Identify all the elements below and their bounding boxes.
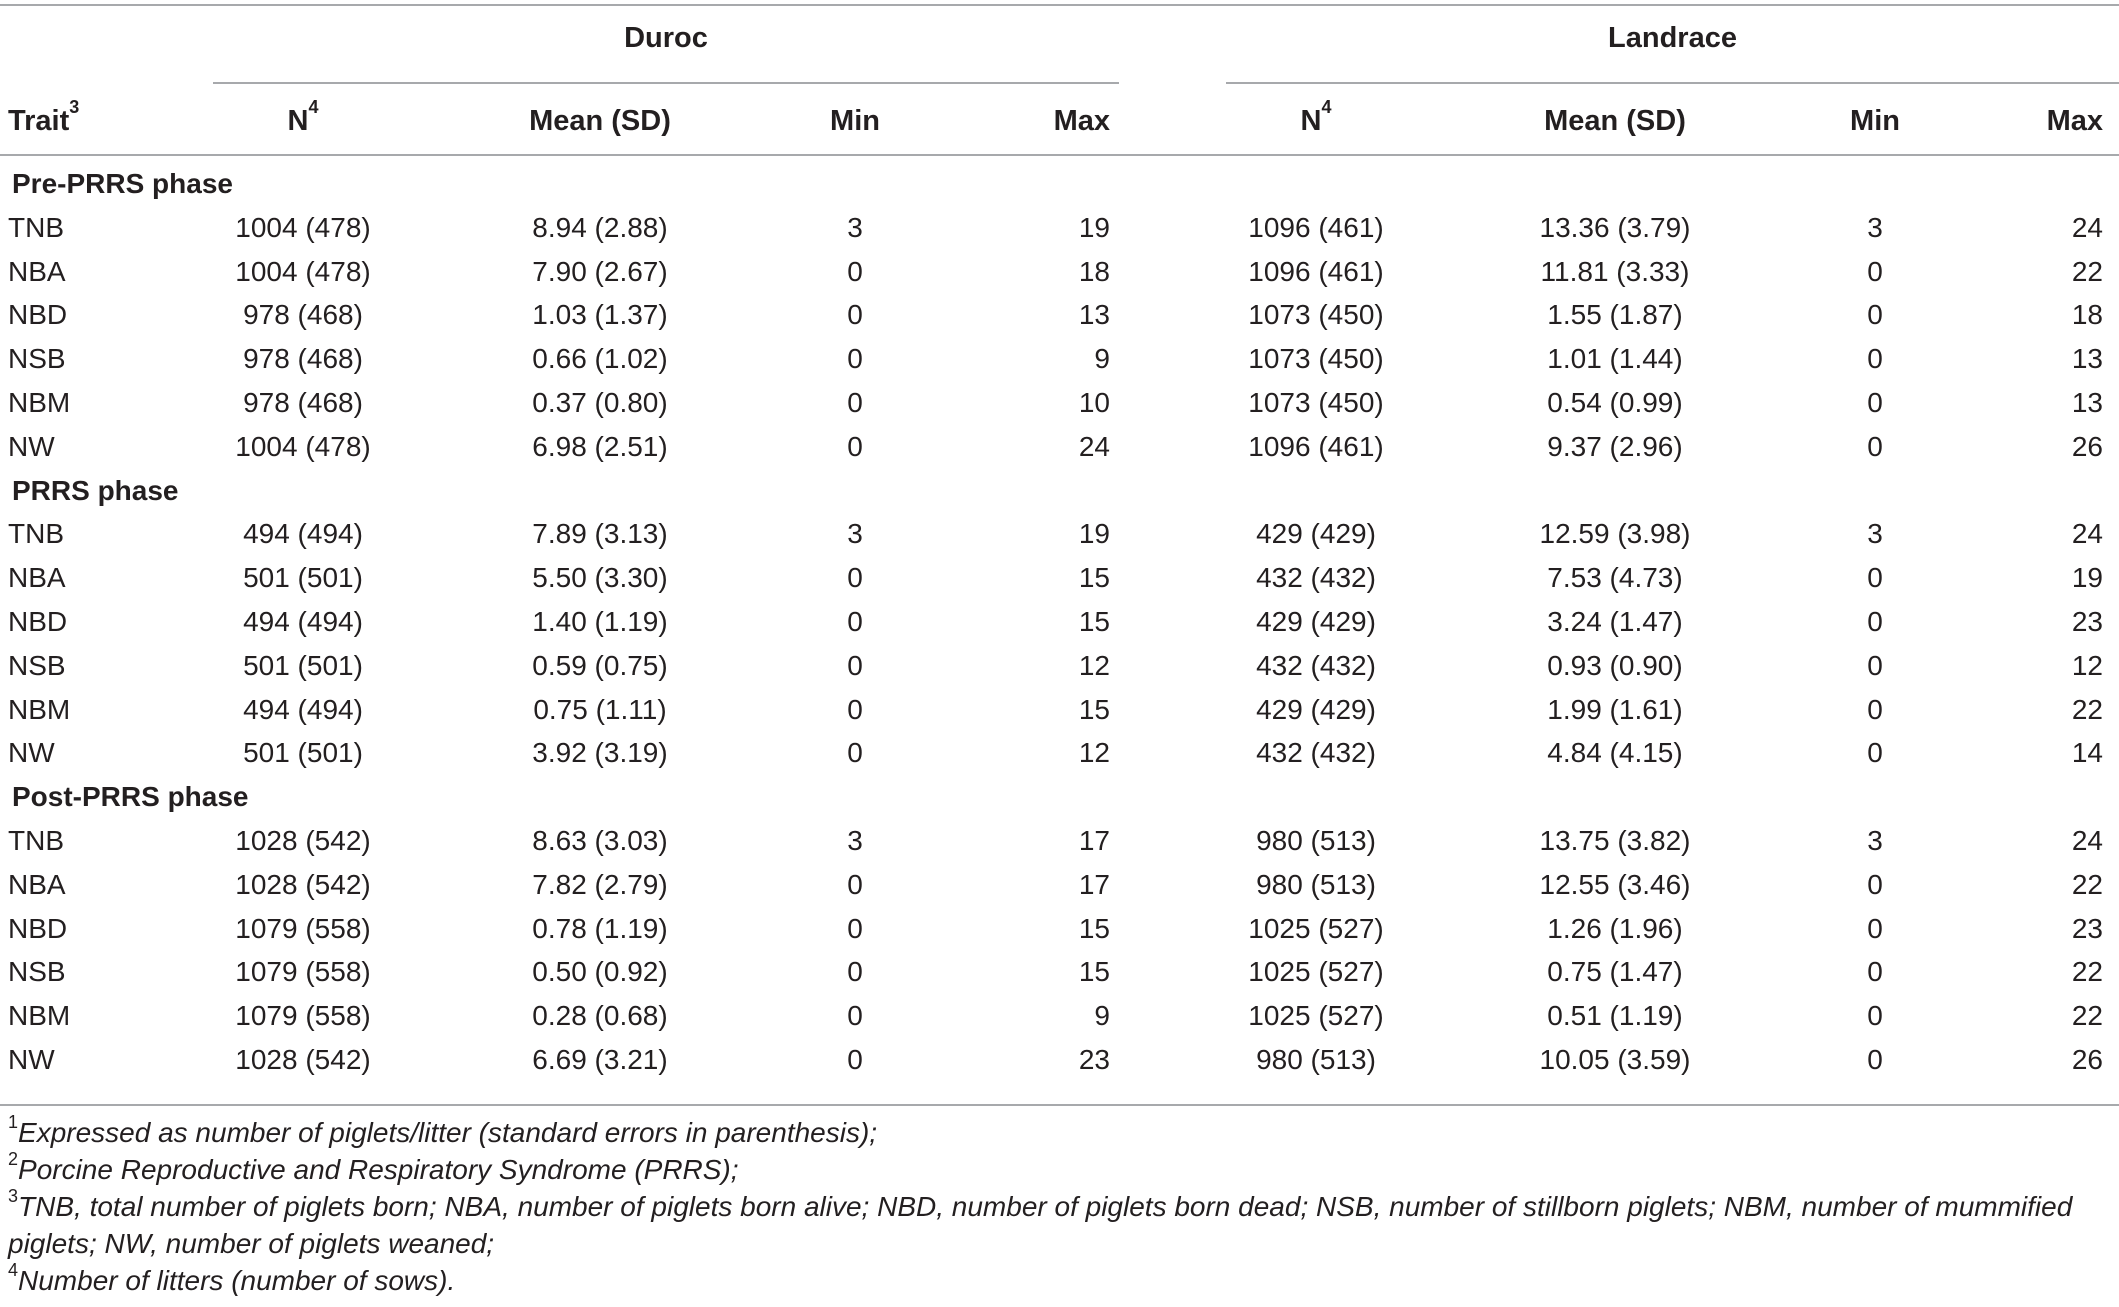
cell-landrace-mean-sd: 9.37 (2.96) bbox=[1547, 430, 1683, 462]
header-duroc-min: Min bbox=[830, 105, 880, 137]
header-duroc-n: $N^4$ bbox=[287, 97, 319, 137]
cell-duroc-mean-sd: 7.89 (3.13) bbox=[532, 518, 668, 550]
cell-duroc-max: 15 bbox=[1078, 912, 1110, 944]
header-landrace-max: Max bbox=[2046, 105, 2103, 137]
table-row bbox=[0, 206, 2119, 250]
cell-trait: NW bbox=[8, 430, 55, 462]
phase-heading: Pre-PRRS phase bbox=[12, 168, 233, 199]
footnote bbox=[8, 1151, 2113, 1188]
cell-landrace-n: 980 (513) bbox=[1256, 1044, 1376, 1075]
cell-trait: NBM bbox=[8, 387, 71, 418]
footnote-text: TNB, total number of piglets born; NBA, number of piglets born alive; NBD, number of piglets born dead; NSB, number of stillborn piglets; NBM, number of mummified piglets; NW, number of piglets weaned; bbox=[8, 1191, 2073, 1259]
footnote-mark: 3 bbox=[8, 1186, 19, 1206]
cell-landrace-max: 22 bbox=[2071, 255, 2103, 287]
table-row bbox=[0, 994, 2119, 1038]
footnote-mark: 2 bbox=[8, 1149, 19, 1169]
cell-duroc-n: 501 (501) bbox=[243, 649, 363, 681]
cell-landrace-min: 0 bbox=[1867, 562, 1883, 594]
cell-landrace-min: 3 bbox=[1867, 825, 1883, 856]
cell-landrace-max: 13 bbox=[2071, 387, 2103, 418]
cell-duroc-n: 494 (494) bbox=[243, 693, 363, 725]
cell-duroc-max: 17 bbox=[1078, 825, 1110, 856]
cell-landrace-min: 3 bbox=[1867, 211, 1883, 243]
cell-landrace-min: 3 bbox=[1867, 518, 1883, 550]
cell-landrace-n: 1096 (461) bbox=[1248, 211, 1384, 243]
cell-duroc-mean-sd: 7.82 (2.79) bbox=[532, 868, 668, 900]
table-row bbox=[0, 819, 2119, 863]
cell-landrace-n: 1096 (461) bbox=[1248, 430, 1384, 462]
cell-trait: NW bbox=[8, 1044, 55, 1075]
cell-trait: NBA bbox=[8, 255, 66, 287]
cell-duroc-min: 3 bbox=[847, 825, 863, 856]
cell-duroc-mean-sd: 0.37 (0.80) bbox=[532, 387, 668, 418]
cell-landrace-n: 429 (429) bbox=[1256, 693, 1376, 725]
cell-duroc-max: 13 bbox=[1078, 299, 1110, 331]
cell-landrace-max: 22 bbox=[2071, 956, 2103, 988]
footnote-mark: 1 bbox=[8, 1112, 19, 1132]
cell-duroc-max: 15 bbox=[1078, 562, 1110, 594]
header-trait-footnote-mark: 3 bbox=[69, 97, 80, 117]
table-row bbox=[0, 556, 2119, 600]
cell-duroc-mean-sd: 0.78 (1.19) bbox=[532, 912, 668, 944]
header-landrace-min: Min bbox=[1850, 105, 1900, 137]
footnotes bbox=[8, 1114, 2113, 1299]
cell-landrace-n: 980 (513) bbox=[1256, 868, 1376, 900]
cell-duroc-max: 10 bbox=[1078, 387, 1110, 418]
cell-landrace-max: 14 bbox=[2071, 737, 2103, 769]
cell-landrace-mean-sd: 0.54 (0.99) bbox=[1547, 387, 1683, 418]
cell-duroc-mean-sd: 8.94 (2.88) bbox=[532, 211, 668, 243]
cell-duroc-n: 1004 (478) bbox=[235, 255, 371, 287]
footnote-text: Number of litters (number of sows). bbox=[18, 1265, 456, 1296]
cell-trait: NBA bbox=[8, 562, 66, 594]
footnote-mark: 4 bbox=[8, 1260, 19, 1280]
cell-duroc-mean-sd: 0.28 (0.68) bbox=[532, 1000, 668, 1032]
cell-duroc-mean-sd: 0.59 (0.75) bbox=[532, 649, 668, 681]
cell-landrace-min: 0 bbox=[1867, 430, 1883, 462]
cell-duroc-min: 0 bbox=[847, 868, 863, 900]
cell-duroc-n: 1028 (542) bbox=[235, 825, 371, 856]
cell-duroc-n: 1004 (478) bbox=[235, 211, 371, 243]
cell-trait: NBA bbox=[8, 868, 66, 900]
cell-trait: NW bbox=[8, 737, 55, 769]
cell-landrace-mean-sd: 7.53 (4.73) bbox=[1547, 562, 1683, 594]
cell-duroc-min: 0 bbox=[847, 1044, 863, 1075]
footnote bbox=[8, 1114, 2113, 1151]
cell-landrace-min: 0 bbox=[1867, 1044, 1883, 1075]
phase-heading: Post-PRRS phase bbox=[12, 781, 249, 813]
cell-duroc-max: 19 bbox=[1078, 518, 1110, 550]
header-landrace-n: $N^4$ bbox=[1300, 97, 1332, 137]
group-header-duroc: Duroc bbox=[624, 22, 708, 54]
cell-landrace-min: 0 bbox=[1867, 299, 1883, 331]
cell-duroc-min: 0 bbox=[847, 737, 863, 769]
footnote-text: Porcine Reproductive and Respiratory Syndrome (PRRS); bbox=[18, 1154, 739, 1185]
table-row bbox=[0, 250, 2119, 294]
cell-landrace-max: 24 bbox=[2071, 211, 2103, 243]
cell-landrace-n: 1025 (527) bbox=[1248, 1000, 1384, 1032]
cell-duroc-max: 15 bbox=[1078, 693, 1110, 725]
cell-landrace-min: 0 bbox=[1867, 649, 1883, 681]
cell-landrace-max: 23 bbox=[2071, 912, 2103, 944]
cell-landrace-mean-sd: 1.99 (1.61) bbox=[1547, 693, 1683, 725]
cell-trait: TNB bbox=[8, 518, 64, 550]
table-row bbox=[0, 512, 2119, 556]
cell-landrace-max: 24 bbox=[2071, 518, 2103, 550]
cell-landrace-max: 19 bbox=[2071, 562, 2103, 594]
cell-duroc-n: 978 (468) bbox=[243, 387, 363, 418]
table-row bbox=[0, 731, 2119, 775]
cell-landrace-max: 13 bbox=[2071, 343, 2103, 375]
cell-trait: NBM bbox=[8, 693, 71, 725]
cell-duroc-min: 3 bbox=[847, 211, 863, 243]
cell-trait: NBD bbox=[8, 606, 68, 637]
cell-duroc-min: 3 bbox=[847, 518, 863, 550]
cell-landrace-max: 18 bbox=[2071, 299, 2103, 331]
cell-landrace-mean-sd: 4.84 (4.15) bbox=[1547, 737, 1683, 769]
cell-landrace-n: 1073 (450) bbox=[1248, 387, 1384, 418]
table-row bbox=[0, 644, 2119, 688]
cell-duroc-n: 1079 (558) bbox=[235, 912, 371, 944]
cell-landrace-mean-sd: 1.01 (1.44) bbox=[1547, 343, 1683, 375]
cell-duroc-mean-sd: 6.69 (3.21) bbox=[532, 1044, 668, 1075]
cell-landrace-n: 1073 (450) bbox=[1248, 343, 1384, 375]
table-row bbox=[0, 1038, 2119, 1082]
cell-landrace-mean-sd: 10.05 (3.59) bbox=[1539, 1044, 1691, 1075]
table-row bbox=[0, 688, 2119, 732]
cell-landrace-n: 1096 (461) bbox=[1248, 255, 1384, 287]
cell-duroc-min: 0 bbox=[847, 693, 863, 725]
cell-trait: NBM bbox=[8, 1000, 71, 1032]
cell-duroc-max: 24 bbox=[1078, 430, 1110, 462]
cell-duroc-n: 1079 (558) bbox=[235, 956, 371, 988]
cell-landrace-mean-sd: 0.93 (0.90) bbox=[1547, 649, 1683, 681]
table-row bbox=[0, 863, 2119, 907]
footnote bbox=[8, 1188, 2113, 1262]
cell-duroc-min: 0 bbox=[847, 343, 863, 375]
cell-landrace-mean-sd: 1.55 (1.87) bbox=[1547, 299, 1683, 331]
cell-duroc-max: 17 bbox=[1078, 868, 1110, 900]
cell-trait: TNB bbox=[8, 825, 64, 856]
group-header-landrace: Landrace bbox=[1608, 22, 1737, 54]
cell-trait: NBD bbox=[8, 912, 68, 944]
cell-landrace-min: 0 bbox=[1867, 956, 1883, 988]
cell-duroc-min: 0 bbox=[847, 562, 863, 594]
cell-duroc-min: 0 bbox=[847, 299, 863, 331]
cell-landrace-mean-sd: 1.26 (1.96) bbox=[1547, 912, 1683, 944]
cell-landrace-n: 432 (432) bbox=[1256, 737, 1376, 769]
cell-duroc-mean-sd: 1.40 (1.19) bbox=[532, 606, 668, 637]
cell-trait: NBD bbox=[8, 299, 68, 331]
cell-trait: NSB bbox=[8, 649, 66, 681]
table-row bbox=[0, 293, 2119, 337]
cell-duroc-mean-sd: 3.92 (3.19) bbox=[532, 737, 668, 769]
cell-duroc-max: 18 bbox=[1078, 255, 1110, 287]
table-row bbox=[0, 950, 2119, 994]
cell-landrace-min: 0 bbox=[1867, 606, 1883, 637]
cell-duroc-min: 0 bbox=[847, 1000, 863, 1032]
cell-duroc-max: 12 bbox=[1078, 649, 1110, 681]
cell-landrace-min: 0 bbox=[1867, 387, 1883, 418]
cell-landrace-min: 0 bbox=[1867, 912, 1883, 944]
cell-duroc-max: 23 bbox=[1078, 1044, 1110, 1075]
header-rule bbox=[0, 154, 2119, 156]
cell-duroc-min: 0 bbox=[847, 387, 863, 418]
cell-duroc-n: 501 (501) bbox=[243, 562, 363, 594]
header-duroc-mean: Mean (SD) bbox=[529, 105, 671, 137]
cell-duroc-n: 494 (494) bbox=[243, 518, 363, 550]
cell-landrace-min: 0 bbox=[1867, 255, 1883, 287]
cell-landrace-max: 12 bbox=[2071, 649, 2103, 681]
cell-duroc-n: 1028 (542) bbox=[235, 868, 371, 900]
cell-landrace-n: 429 (429) bbox=[1256, 518, 1376, 550]
cell-landrace-n: 432 (432) bbox=[1256, 649, 1376, 681]
cell-duroc-min: 0 bbox=[847, 649, 863, 681]
cell-duroc-min: 0 bbox=[847, 255, 863, 287]
footnote-text: Expressed as number of piglets/litter (standard errors in parenthesis); bbox=[18, 1117, 878, 1148]
cell-duroc-min: 0 bbox=[847, 430, 863, 462]
cell-duroc-n: 978 (468) bbox=[243, 343, 363, 375]
bottom-rule bbox=[0, 1104, 2119, 1106]
cell-landrace-min: 0 bbox=[1867, 343, 1883, 375]
cell-duroc-max: 15 bbox=[1078, 606, 1110, 637]
cell-landrace-mean-sd: 11.81 (3.33) bbox=[1540, 255, 1690, 287]
header-duroc-max: Max bbox=[1053, 105, 1110, 137]
cell-landrace-max: 22 bbox=[2071, 693, 2103, 725]
cell-duroc-max: 9 bbox=[1094, 1000, 1110, 1032]
cell-trait: NSB bbox=[8, 956, 66, 988]
cell-duroc-max: 12 bbox=[1078, 737, 1110, 769]
landrace-group-rule bbox=[1226, 82, 2119, 84]
cell-landrace-mean-sd: 13.75 (3.82) bbox=[1539, 825, 1691, 856]
cell-trait: NSB bbox=[8, 343, 66, 375]
cell-landrace-n: 1073 (450) bbox=[1248, 299, 1384, 331]
phase-heading: PRRS phase bbox=[12, 474, 179, 506]
cell-duroc-max: 9 bbox=[1094, 343, 1110, 375]
cell-landrace-max: 22 bbox=[2071, 868, 2103, 900]
cell-duroc-mean-sd: 0.50 (0.92) bbox=[532, 956, 668, 988]
footnote bbox=[8, 1262, 2113, 1299]
cell-landrace-mean-sd: 3.24 (1.47) bbox=[1547, 606, 1683, 637]
cell-landrace-max: 26 bbox=[2071, 430, 2103, 462]
table-row bbox=[0, 425, 2119, 469]
cell-duroc-min: 0 bbox=[847, 912, 863, 944]
cell-landrace-mean-sd: 0.51 (1.19) bbox=[1547, 1000, 1683, 1032]
cell-duroc-n: 494 (494) bbox=[243, 606, 363, 637]
cell-duroc-min: 0 bbox=[847, 956, 863, 988]
cell-duroc-n: 978 (468) bbox=[243, 299, 363, 331]
cell-landrace-n: 1025 (527) bbox=[1248, 912, 1384, 944]
cell-duroc-max: 15 bbox=[1078, 956, 1110, 988]
cell-landrace-mean-sd: 13.36 (3.79) bbox=[1539, 211, 1691, 243]
cell-duroc-n: 501 (501) bbox=[243, 737, 363, 769]
cell-landrace-max: 23 bbox=[2071, 606, 2103, 637]
cell-landrace-n: 1025 (527) bbox=[1248, 956, 1384, 988]
table-row bbox=[0, 337, 2119, 381]
cell-landrace-mean-sd: 0.75 (1.47) bbox=[1547, 956, 1683, 988]
cell-landrace-max: 22 bbox=[2071, 1000, 2103, 1032]
cell-duroc-mean-sd: 5.50 (3.30) bbox=[532, 562, 668, 594]
header-trait: Trait$^3$ bbox=[8, 97, 80, 137]
cell-duroc-mean-sd: 0.66 (1.02) bbox=[532, 343, 668, 375]
cell-trait: TNB bbox=[8, 211, 64, 243]
cell-landrace-min: 0 bbox=[1867, 693, 1883, 725]
cell-duroc-mean-sd: 6.98 (2.51) bbox=[532, 430, 668, 462]
header-landrace-mean: Mean (SD) bbox=[1544, 105, 1686, 137]
cell-duroc-max: 19 bbox=[1078, 211, 1110, 243]
cell-duroc-mean-sd: 0.75 (1.11) bbox=[533, 693, 667, 725]
cell-landrace-max: 26 bbox=[2071, 1044, 2103, 1075]
cell-duroc-mean-sd: 8.63 (3.03) bbox=[532, 825, 668, 856]
cell-duroc-n: 1028 (542) bbox=[235, 1044, 371, 1075]
cell-landrace-min: 0 bbox=[1867, 737, 1883, 769]
duroc-group-rule bbox=[213, 82, 1119, 84]
table-row bbox=[0, 381, 2119, 425]
cell-landrace-mean-sd: 12.55 (3.46) bbox=[1539, 868, 1691, 900]
cell-landrace-min: 0 bbox=[1867, 868, 1883, 900]
cell-duroc-min: 0 bbox=[847, 606, 863, 637]
table-row bbox=[0, 600, 2119, 644]
cell-landrace-n: 432 (432) bbox=[1256, 562, 1376, 594]
cell-landrace-mean-sd: 12.59 (3.98) bbox=[1539, 518, 1691, 550]
cell-landrace-n: 980 (513) bbox=[1256, 825, 1376, 856]
cell-landrace-max: 24 bbox=[2071, 825, 2103, 856]
top-rule bbox=[0, 4, 2119, 6]
table-row bbox=[0, 907, 2119, 951]
cell-landrace-min: 0 bbox=[1867, 1000, 1883, 1032]
cell-duroc-mean-sd: 7.90 (2.67) bbox=[532, 255, 668, 287]
cell-landrace-n: 429 (429) bbox=[1256, 606, 1376, 637]
cell-duroc-n: 1079 (558) bbox=[235, 1000, 371, 1032]
cell-duroc-n: 1004 (478) bbox=[235, 430, 371, 462]
cell-duroc-mean-sd: 1.03 (1.37) bbox=[532, 299, 668, 331]
